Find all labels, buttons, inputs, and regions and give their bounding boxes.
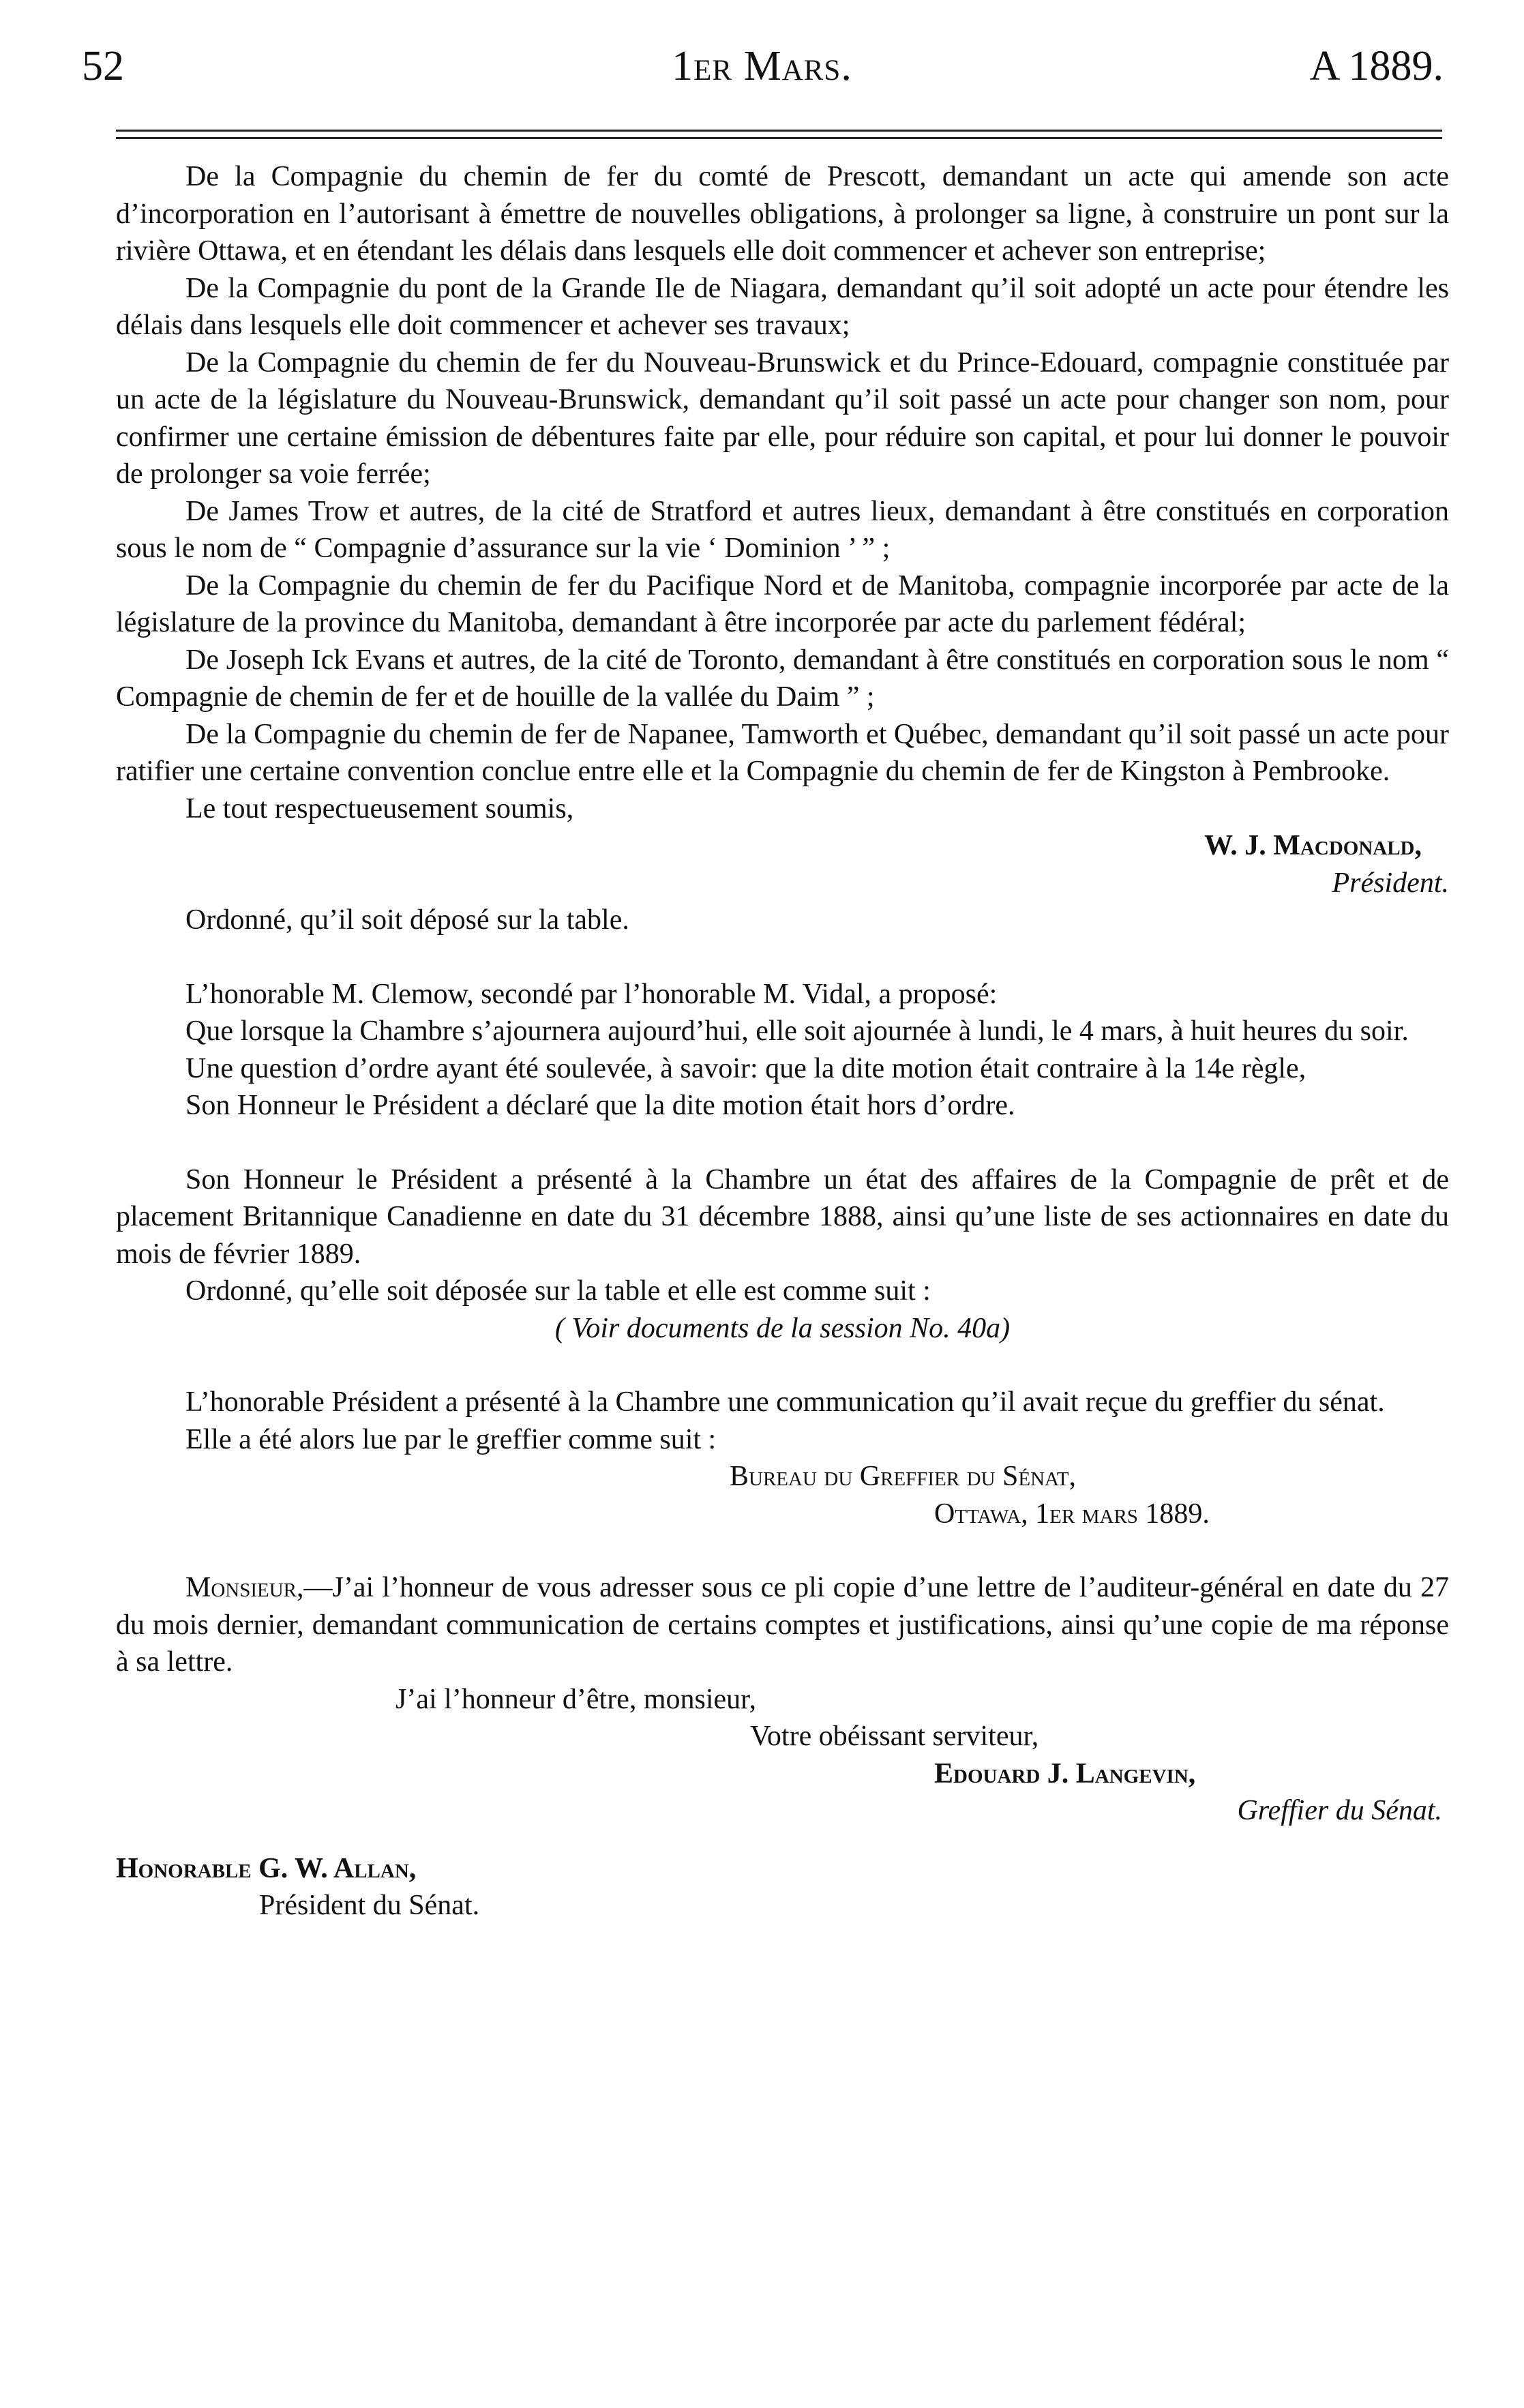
letter-place-date [934,1496,1449,1533]
petition-paragraph: De Joseph Ick Evans et autres, de la cité de Toronto, demandant à être constitués en corporation sous le nom “ Compagnie de chemin de fer et de houille de la vallée du Daim ” ; [116,644,1449,713]
order-tabled: Ordonné, qu’il soit déposé sur la table. [185,904,629,936]
letter-addressee: Honorable G. W. Allan, [116,1852,417,1884]
communication-intro: L’honorable Président a présenté à la Chambre une communication qu’il avait reçue du greffier du sénat. [185,1386,1385,1418]
header-date: 1er Mars. [672,43,852,89]
letter-courtesy: J’ai l’honneur d’être, monsieur, [395,1683,756,1715]
letter-signer-title: Greffier du Sénat. [1237,1795,1442,1826]
petition-paragraph: De James Trow et autres, de la cité de Stratford et autres lieux, demandant à être constitués en corporation sous le nom de “ Compagnie d’assurance sur la vie ‘ Dominion ’ ” ; [116,495,1449,564]
page-body [116,158,1449,1924]
signatory-name: W. J. Macdonald, [1204,830,1422,861]
letter-signer: Edouard J. Langevin, [934,1757,1196,1789]
petition-paragraph: De la Compagnie du pont de la Grande Ile de Niagara, demandant qu’il soit adopté un acte pour étendre les délais dans lesquels elle doit commencer et achever ses travaux; [116,272,1449,341]
petition-paragraph: De la Compagnie du chemin de fer du Pacifique Nord et de Manitoba, compagnie incorporée par acte de la législature de la province du Manitoba, demandant à être incorporée par acte du parlement fédéral; [116,569,1449,638]
page-number: 52 [82,43,124,89]
letter-place-date-text: Ottawa, 1er mars 1889. [934,1498,1210,1530]
closing-line: Le tout respectueusement soumis, [185,792,574,824]
header-rule-bottom [116,137,1442,139]
letter-body-text: —J’ai l’honneur de vous adresser sous ce pli copie d’une lettre de l’auditeur-général en date du 27 du mois dernier, demandant communication de certains comptes et justifications, ainsi qu’une copie de ma réponse à sa lettre. [116,1572,1449,1678]
petition-paragraph: De la Compagnie du chemin de fer de Napanee, Tamworth et Québec, demandant qu’il soit passé un acte pour ratifier une certaine convention conclue entre elle et la Compagnie du chemin de fer de Kingston à Pembrooke. [116,718,1449,787]
statement-text: Son Honneur le Président a présenté à la Chambre un état des affaires de la Compagnie de prêt et de placement Britannique Canadienne en date du 31 décembre 1888, ainsi qu’une liste de ses actionnaires en date du mois de février 1889. [116,1163,1449,1270]
letter-salutation: Monsieur, [185,1572,304,1603]
header-year: A 1889. [1309,43,1444,89]
petition-paragraph: De la Compagnie du chemin de fer du Nouveau-Brunswick et du Prince-Edouard, compagnie constituée par un acte de la législature du Nouveau-Brunswick, demandant qu’il soit passé un acte pour changer son nom, pour confirmer une certaine émission de débentures faite par elle, pour réduire son capital, et pour lui donner le pouvoir de prolonger sa voie ferrée; [116,346,1449,490]
documents-reference: ( Voir documents de la session No. 40a) [554,1312,1011,1344]
statement-order: Ordonné, qu’elle soit déposée sur la table et elle est comme suit : [185,1275,931,1307]
letter-addressee-title: Président du Sénat. [259,1890,480,1921]
motion-intro: L’honorable M. Clemow, secondé par l’honorable M. Vidal, a proposé: [185,978,998,1010]
letter-valediction: Votre obéissant serviteur, [750,1721,1039,1752]
communication-read: Elle a été alors lue par le greffier comme suit : [185,1423,717,1455]
point-of-order: Une question d’ordre ayant été soulevée, à savoir: que la dite motion était contraire à la 14e règle, [185,1052,1306,1084]
petition-paragraph: De la Compagnie du chemin de fer du comté de Prescott, demandant un acte qui amende son acte d’incorporation en l’autorisant à émettre de nouvelles obligations, à prolonger sa ligne, à construire un pont sur la rivière Ottawa, et en étendant les délais dans lesquels elle doit commencer et achever son entreprise; [116,161,1449,267]
speaker-ruling: Son Honneur le Président a déclaré que la dite motion était hors d’ordre. [185,1090,1015,1121]
motion-text: Que lorsque la Chambre s’ajournera aujourd’hui, elle soit ajournée à lundi, le 4 mars, à huit heures du soir. [185,1015,1409,1047]
letter-body [116,1569,1449,1681]
header-rule-top [116,130,1442,132]
letter-office: Bureau du Greffier du Sénat, [730,1461,1076,1492]
signatory-title: Président. [1332,867,1449,899]
running-header [0,35,1524,97]
